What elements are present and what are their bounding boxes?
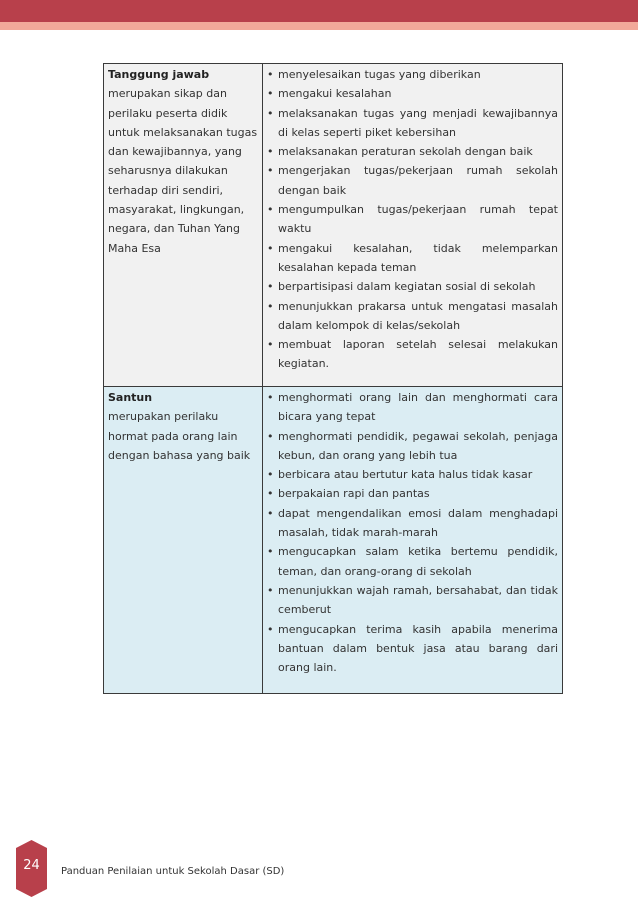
bullet-icon: •	[267, 203, 274, 217]
list-item	[267, 465, 558, 484]
list-item	[267, 277, 558, 296]
list-item	[267, 104, 558, 143]
bullet-icon: •	[267, 468, 274, 482]
aspect-description: merupakan perilaku hormat pada orang lain dengan bahasa yang baik	[108, 410, 251, 462]
page-number: 24	[23, 858, 40, 873]
indicator-text: berpartisipasi dalam kegiatan sosial di sekolah	[278, 280, 536, 294]
bullet-icon: •	[267, 506, 274, 520]
list-item	[267, 200, 558, 239]
indicator-text: mengakui kesalahan, tidak melemparkan kesalahan kepada teman	[278, 241, 558, 274]
bullet-icon: •	[267, 487, 274, 501]
list-item	[267, 142, 558, 161]
bullet-icon: •	[267, 164, 274, 178]
bullet-icon: •	[267, 391, 274, 404]
indicator-text: mengakui kesalahan	[278, 87, 392, 101]
aspect-cell	[104, 64, 263, 387]
bullet-icon: •	[267, 545, 274, 559]
list-item	[267, 542, 558, 581]
aspect-title: Tanggung jawab	[108, 68, 210, 81]
bullet-icon: •	[267, 338, 274, 352]
header-band	[0, 0, 638, 22]
indicator-list	[267, 388, 558, 677]
indicator-text: berpakaian rapi dan pantas	[278, 487, 430, 501]
bullet-icon: •	[267, 241, 274, 255]
attitude-table	[103, 63, 563, 694]
bullet-icon: •	[267, 429, 274, 443]
indicator-text: membuat laporan setelah selesai melakukan kegiatan.	[278, 338, 558, 371]
bullet-icon: •	[267, 87, 274, 101]
bullet-icon: •	[267, 106, 274, 120]
list-item	[267, 335, 558, 374]
indicator-cell	[263, 64, 563, 387]
book-title: Panduan Penilaian untuk Sekolah Dasar (SD)	[61, 866, 285, 877]
header-stripe	[0, 22, 638, 30]
bullet-icon: •	[267, 68, 274, 81]
list-item	[267, 65, 558, 84]
table-row	[104, 387, 563, 694]
bullet-icon: •	[267, 280, 274, 294]
indicator-text: dapat mengendalikan emosi dalam menghadapi masalah, tidak marah-marah	[278, 506, 558, 540]
bullet-icon: •	[267, 583, 274, 597]
bullet-icon: •	[267, 299, 274, 313]
indicator-cell	[263, 387, 563, 694]
indicator-text: menghormati orang lain dan menghormati cara bicara yang tepat	[278, 391, 558, 424]
list-item	[267, 504, 558, 543]
bullet-icon: •	[267, 622, 274, 636]
indicator-text: mengucapkan terima kasih apabila menerima bantuan dalam bentuk jasa atau barang dari orang lain.	[278, 622, 558, 675]
list-item	[267, 427, 558, 466]
indicator-text: mengerjakan tugas/pekerjaan rumah sekolah dengan baik	[278, 164, 558, 197]
list-item	[267, 620, 558, 678]
indicator-text: melaksanakan peraturan sekolah dengan baik	[278, 145, 533, 159]
list-item	[267, 581, 558, 620]
table-row	[104, 64, 563, 387]
aspect-description: merupakan sikap dan perilaku peserta didik untuk melaksanakan tugas dan kewajibannya, yang seharusnya dilakukan terhadap diri sendiri, masyarakat, lingkungan, negara, dan Tuhan Yang Maha Esa	[108, 87, 258, 255]
indicator-text: menyelesaikan tugas yang diberikan	[278, 68, 481, 81]
list-item	[267, 84, 558, 103]
list-item	[267, 161, 558, 200]
aspect-title: Santun	[108, 391, 153, 404]
indicator-text: berbicara atau bertutur kata halus tidak kasar	[278, 468, 533, 482]
bullet-icon: •	[267, 145, 274, 159]
list-item	[267, 388, 558, 427]
list-item	[267, 484, 558, 503]
list-item	[267, 239, 558, 278]
list-item	[267, 297, 558, 336]
indicator-text: melaksanakan tugas yang menjadi kewajibannya di kelas seperti piket kebersihan	[278, 106, 558, 139]
indicator-list	[267, 65, 558, 374]
aspect-cell	[104, 387, 263, 694]
indicator-text: menghormati pendidik, pegawai sekolah, penjaga kebun, dan orang yang lebih tua	[278, 429, 558, 462]
indicator-text: mengumpulkan tugas/pekerjaan rumah tepat waktu	[278, 203, 558, 236]
indicator-text: mengucapkan salam ketika bertemu pendidik, teman, dan orang-orang di sekolah	[278, 545, 558, 578]
indicator-text: menunjukkan wajah ramah, bersahabat, dan tidak cemberut	[278, 583, 558, 617]
indicator-text: menunjukkan prakarsa untuk mengatasi masalah dalam kelompok di kelas/sekolah	[278, 299, 558, 332]
